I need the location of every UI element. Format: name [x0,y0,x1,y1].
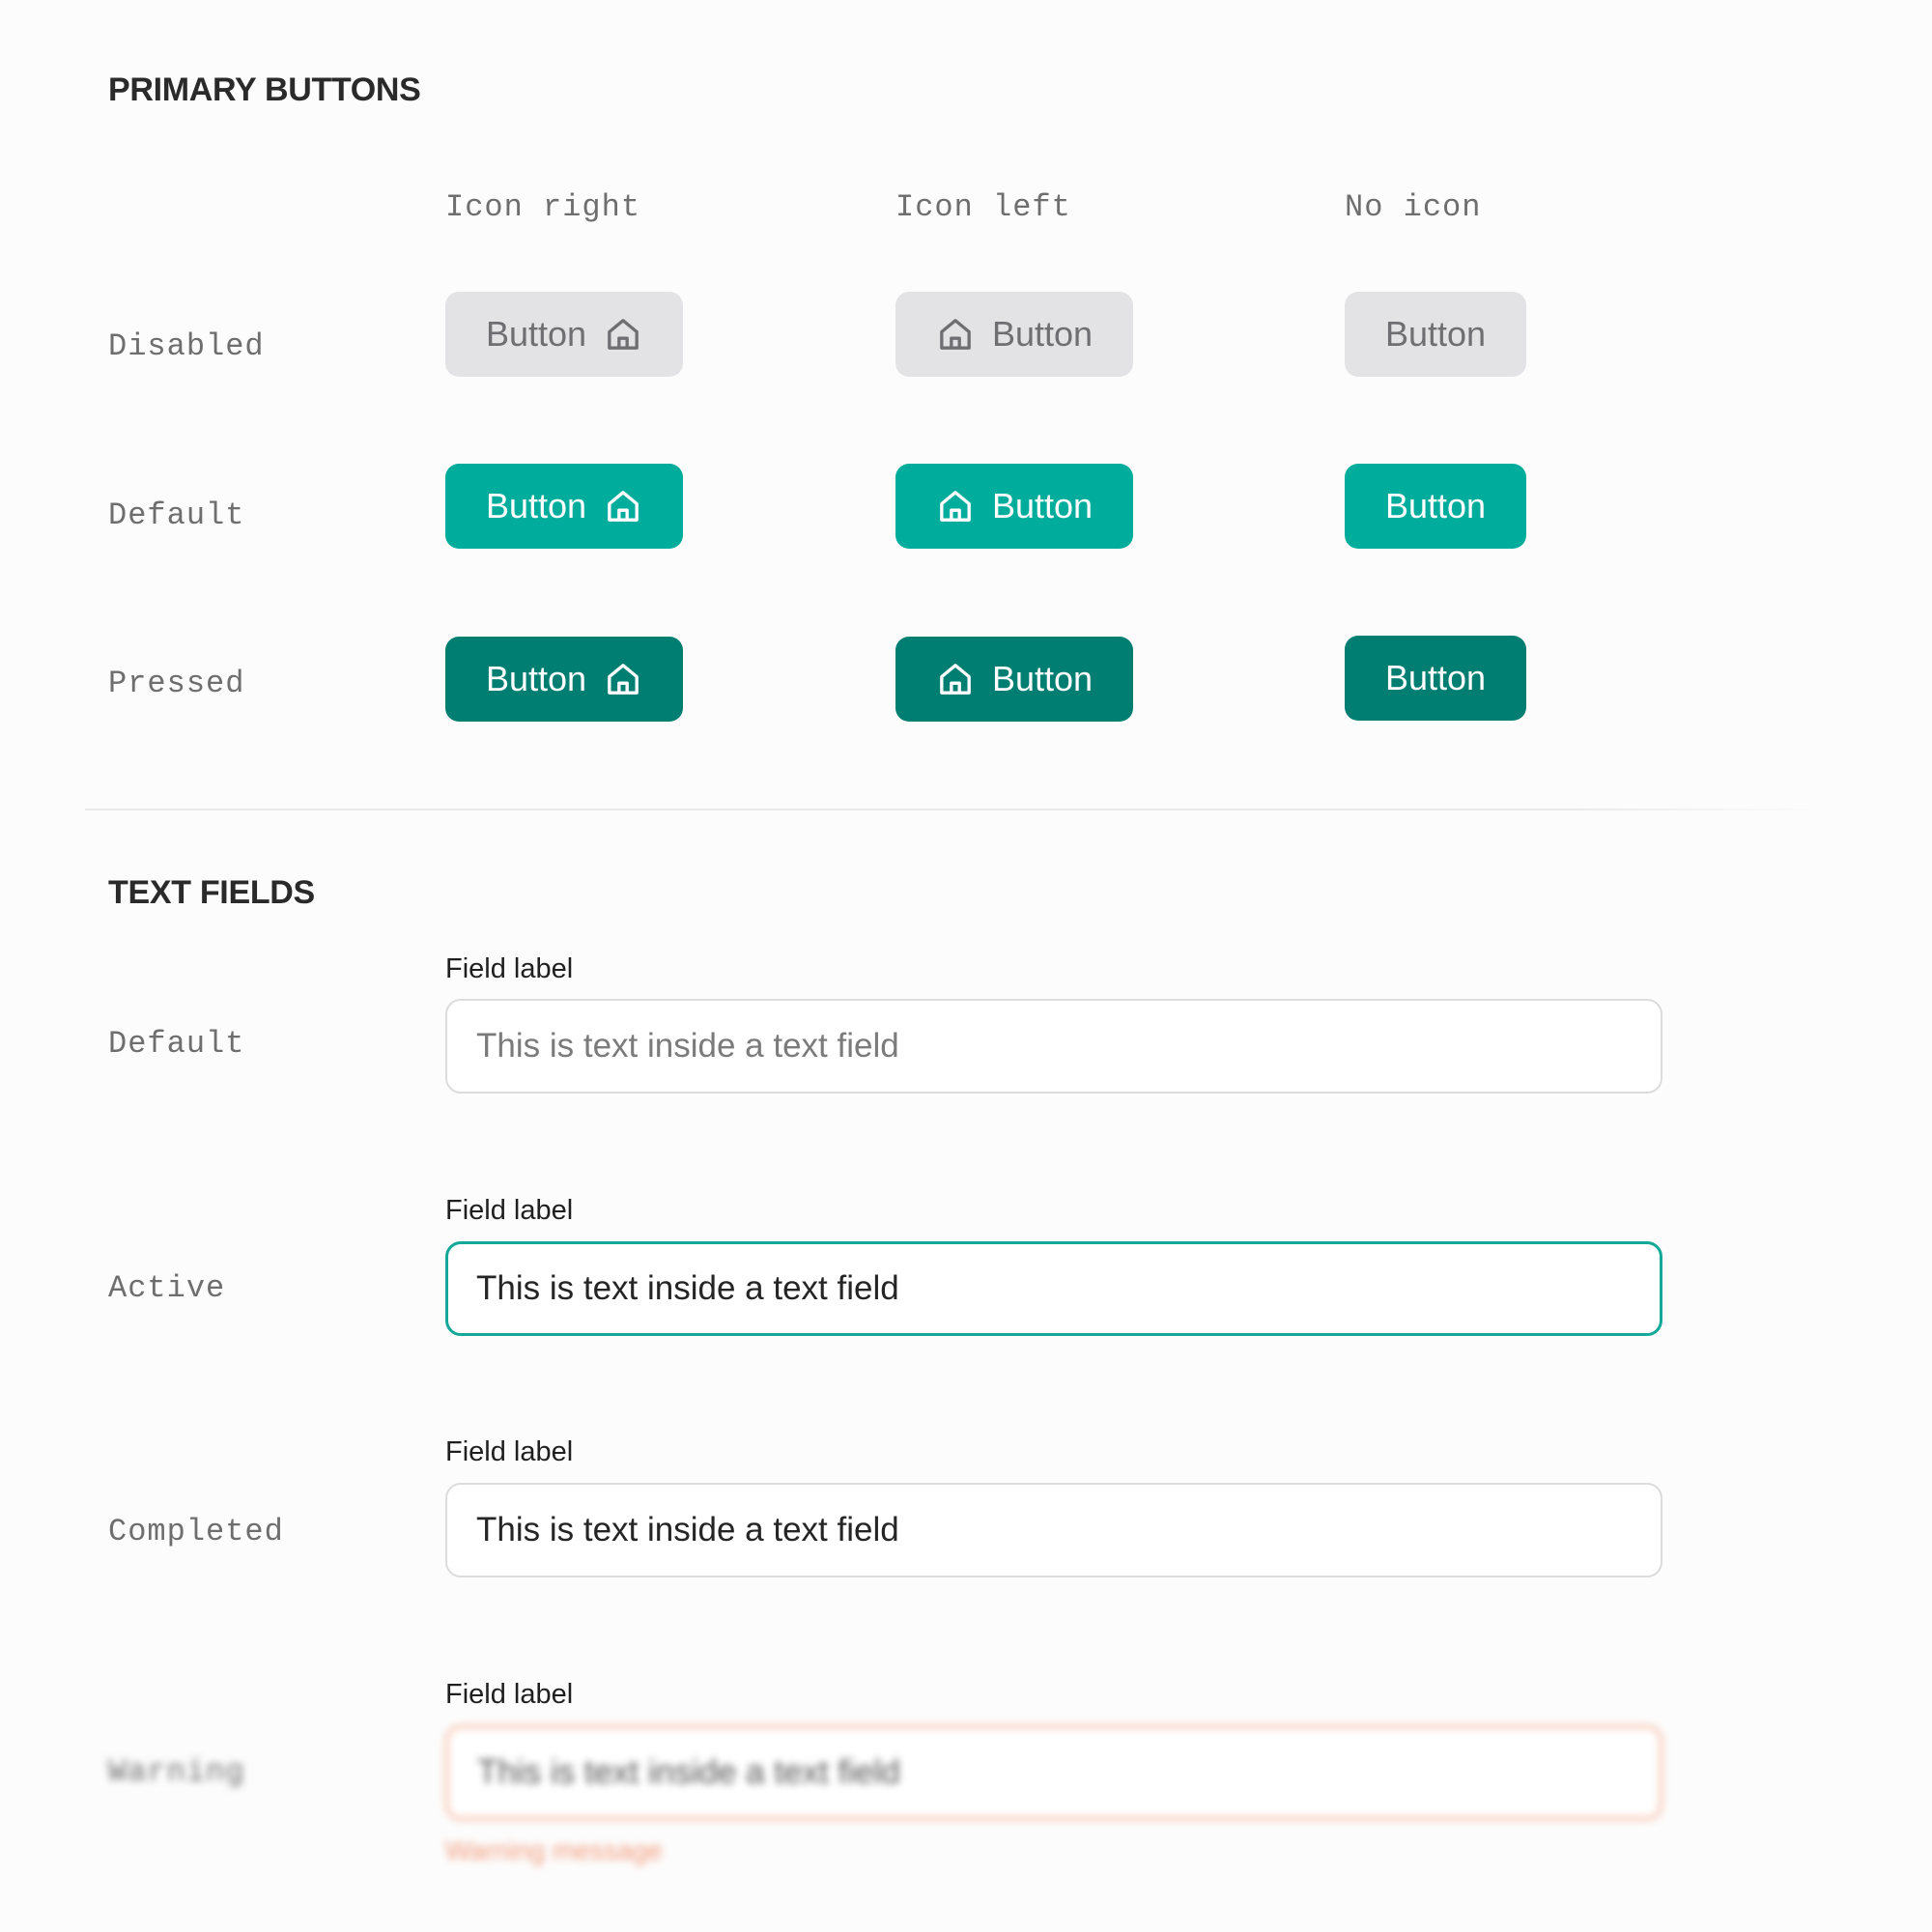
home-icon [604,487,642,526]
field-state-active: Active [108,1270,226,1306]
field-label: Field label [445,1195,574,1226]
field-value: This is text inside a text field [476,1511,899,1548]
text-field-completed[interactable] [445,1483,1662,1577]
button-label: Button [1384,486,1487,526]
column-header-icon-left: Icon left [895,189,1071,225]
home-icon [936,487,975,526]
field-label: Field label [445,1679,574,1710]
text-field-warning[interactable] [445,1725,1662,1820]
button-label: Button [485,486,587,526]
section-divider [85,809,1824,810]
button-label: Button [991,486,1094,526]
text-field-default[interactable] [445,999,1662,1094]
button-default-no-icon[interactable] [1345,464,1526,549]
button-label: Button [1384,658,1487,697]
home-icon [604,315,642,354]
field-value: This is text inside a text field [476,1269,899,1307]
field-label: Field label [445,1436,574,1467]
button-disabled-icon-left [895,292,1133,377]
row-label-default: Default [108,497,245,533]
warning-message: Warning message [445,1835,663,1865]
field-label: Field label [445,953,574,984]
field-value: This is text inside a text field [477,1753,900,1791]
text-field-active[interactable] [445,1241,1662,1336]
row-label-disabled: Disabled [108,328,265,364]
button-label: Button [1384,314,1487,354]
field-state-default: Default [108,1026,245,1062]
column-header-no-icon: No icon [1345,189,1482,225]
button-pressed-icon-right[interactable] [445,637,683,722]
home-icon [936,660,975,698]
button-label: Button [485,659,587,698]
field-state-warning: Warning [108,1754,245,1790]
button-pressed-icon-left[interactable] [895,637,1133,722]
button-label: Button [991,314,1094,354]
section-title-primary-buttons: PRIMARY BUTTONS [108,71,421,108]
home-icon [604,660,642,698]
button-pressed-no-icon[interactable] [1345,636,1526,721]
column-header-icon-right: Icon right [445,189,641,225]
button-label: Button [485,314,587,354]
section-title-text-fields: TEXT FIELDS [108,874,315,911]
button-default-icon-left[interactable] [895,464,1133,549]
field-state-completed: Completed [108,1514,284,1549]
home-icon [936,315,975,354]
button-disabled-no-icon [1345,292,1526,377]
field-placeholder: This is text inside a text field [476,1027,899,1065]
button-default-icon-right[interactable] [445,464,683,549]
button-disabled-icon-right [445,292,683,377]
button-label: Button [991,659,1094,698]
row-label-pressed: Pressed [108,666,245,701]
